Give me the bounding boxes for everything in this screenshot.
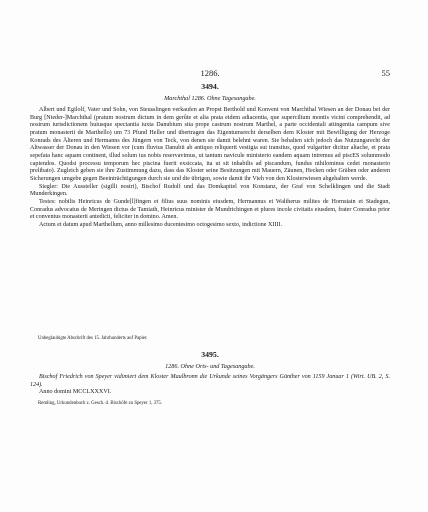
entry-heading: Marchthal 1286. Ohne Tagesangabe. [164, 95, 256, 102]
summary-paragraph: Albert und Egilolf, Vater und Sohn, von Steusslingen verkaufen an Propst Berthold und Konvent von Marchthal Wiesen an der Donau bei der Burg [Nieder-]Marchthal (pratum nostrum dictum in dem gerûte et alia prata eidem adiacentia, que supercilium montis vicini comprehendit, ad nostrum iurisdictionem huiusque spectantia iuxta Danubium sita prope castrum nostrum Marthel, a parte occidentali attingentia campum sive pratum monasterii de Marthello) um 73 Pfund Heller und übertragen das Eigentumsrecht derselben dem Kloster mit Bewilligung der Herzoge Konrads des Älteren und Hermanns des Jüngern von Teck, von denen sie damit belehnt waren. Sie behalten sich jedoch das Nutzungsrecht der Altwasser der Donau in den Wiesen vor (cum fluvius Danubii ab antiquo reliquerit vestigia sui transitus, quod vulgariter dicitur altache, et prata sepefata hanc aquam continent, illud solum ius nobis reservavimus, ut tantum navicule ministerio eandem aquam intremus ad piscES solummodo capiendos. Quodsi processu temporum hec piscina fuerit exsiccata, ita ut sit inhabilis ad piscandum, fundus nihilominus cedet monasterio prelibato). Zugleich geben sie ihre Zustimmung dazu, dass das Kloster seine Besitzungen mit Mauern, Zäunen, Hecken oder Gräben oder anderen Sicherungen umgebe gegen Beeinträchtigungen durch sie und die übrigen, sowie damit ihr Vieh von den Klosterwiesen abgehalten werde. [30, 107, 390, 182]
dating-paragraph: Actum et datum apud Marthellum, anno millesimo ducentesimo octogesimo sexto, indictione XIIII. [39, 221, 283, 228]
page-number: 55 [381, 68, 390, 78]
witnesses-paragraph: Testes: nobilis Heinricus de Gunde[l]fingen et filius suus nominis eiusdem, Hermannus et Waltherus milites de Hornstain et Stadegun, Conradus advocatus de Meringen dictus de Tamiath, Heinricus minister de Mundrichingen et plures incole civitatis eiusdem, frater Conradus prior et conventus monasterii antedicti, feliciter in domino. Amen. [30, 198, 390, 221]
running-header [30, 68, 390, 80]
sealers-paragraph: Siegler: Die Aussteller (sigilli nostri), Bischof Rudolf und das Domkapitel von Konstanz, der Graf von Schelklingen und die Stadt Munderkingen. [30, 183, 390, 198]
dating-paragraph: Anno domini MCCLXXXVI. [39, 389, 112, 396]
summary-paragraph: Bischof Friedrich von Speyer vidimiert dem Kloster Maulbronn die Urkunde seines Vorgängers Günther von 1159 Januar 1 (Wirt. UB. 2, S. 124). [30, 374, 390, 388]
source-note: Unbeglaubigte Abschrift des 15. Jahrhunderts auf Papier. [38, 336, 148, 341]
running-head-year: 1286. [200, 68, 220, 78]
entry-body [30, 107, 390, 230]
source-note: Remling, Urkundenbuch z. Gesch. d. Bischöfe zu Speyer 1, 375. [38, 401, 163, 406]
entry-heading: 1286. Ohne Orts- und Tagesangabe. [165, 363, 255, 370]
entry-number: 3495. [201, 350, 219, 359]
entry-number: 3494. [201, 82, 219, 91]
entry-body [30, 374, 390, 397]
